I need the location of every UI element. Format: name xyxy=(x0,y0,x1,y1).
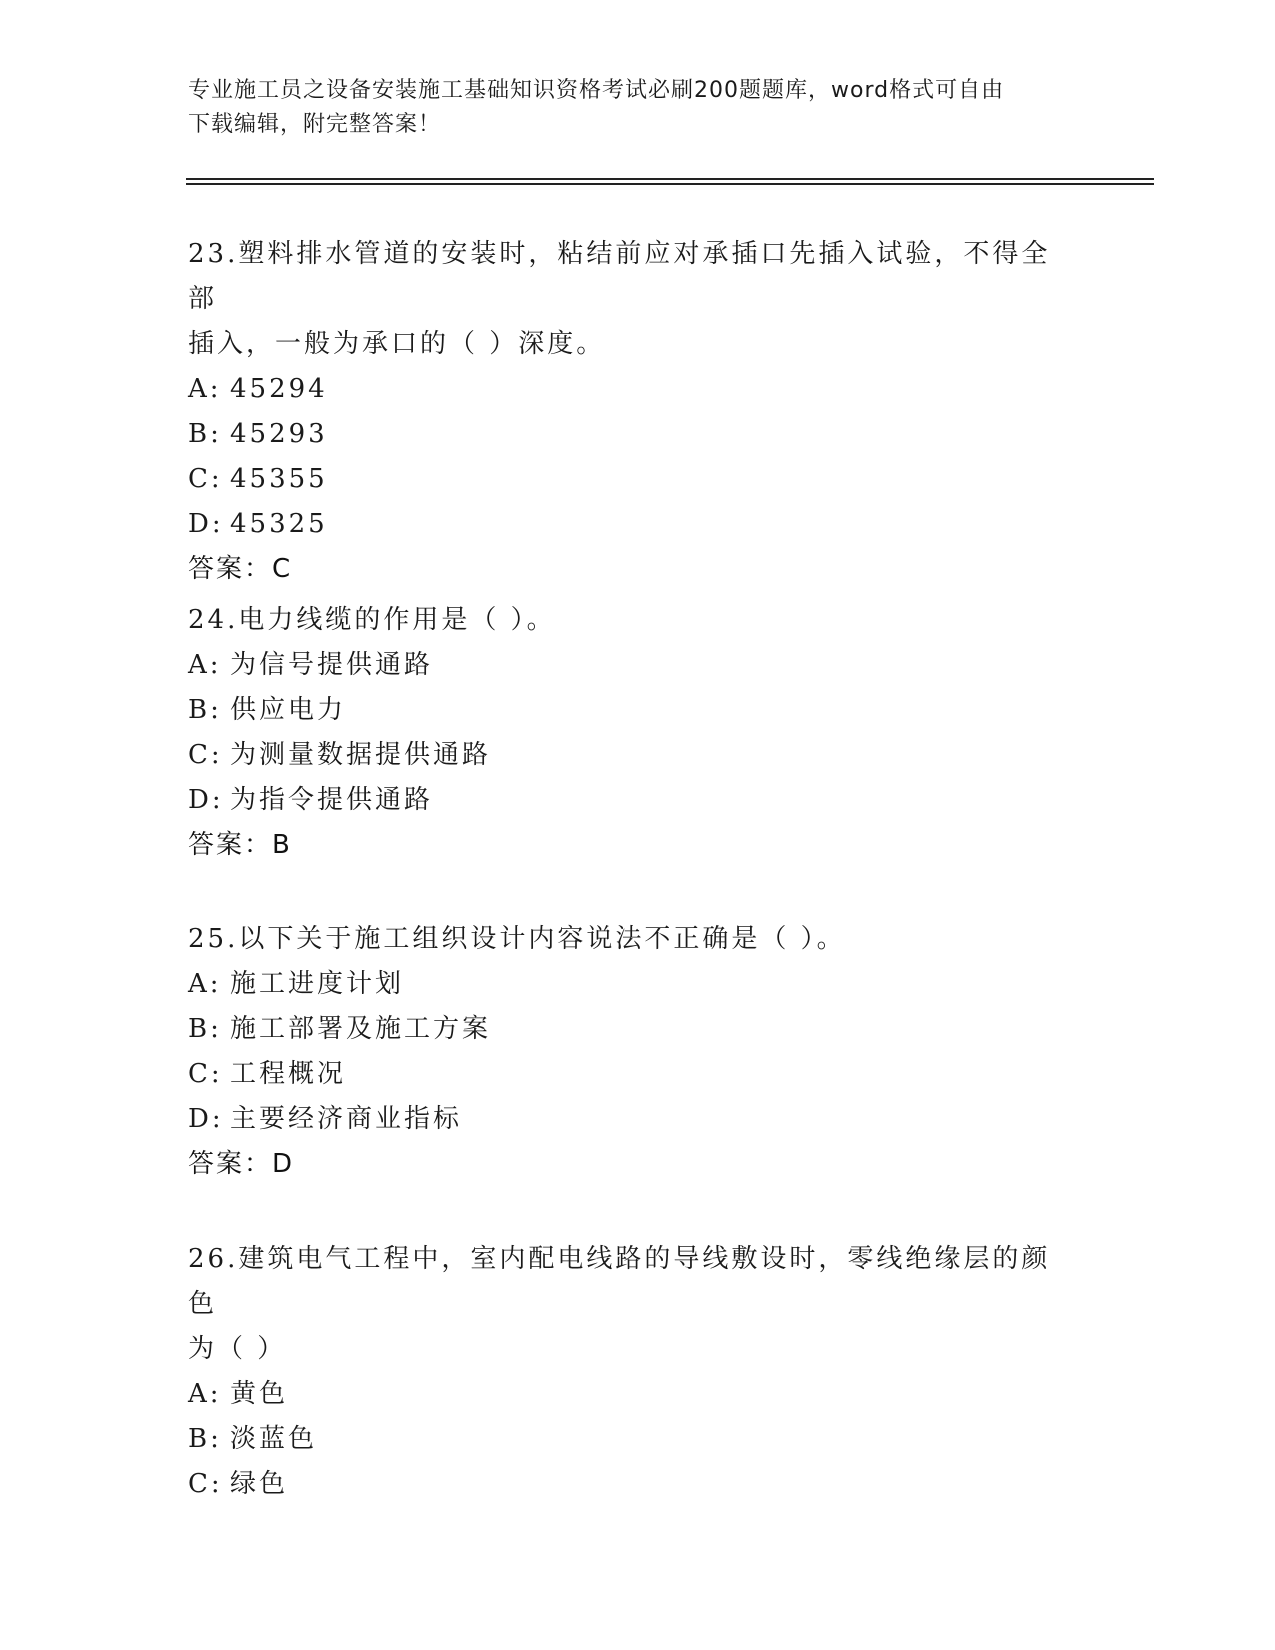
question-stem-line-1: 26.建筑电气工程中，室内配电线路的导线敷设时，零线绝缘层的颜色 xyxy=(188,1244,1051,1319)
option-letter: A: xyxy=(188,374,222,404)
option-letter: B: xyxy=(188,419,222,449)
option-b xyxy=(188,1007,1078,1052)
option-letter: D: xyxy=(188,509,224,539)
option-text: 45293 xyxy=(230,419,328,449)
option-b xyxy=(188,412,1078,457)
option-text: 45355 xyxy=(230,464,328,494)
option-letter: B: xyxy=(188,1424,222,1454)
option-d xyxy=(188,1097,1078,1142)
option-c xyxy=(188,733,1078,778)
option-letter: A: xyxy=(188,1379,222,1409)
option-a xyxy=(188,962,1078,1007)
option-letter: C: xyxy=(188,1469,223,1499)
option-letter: C: xyxy=(188,464,223,494)
option-letter: A: xyxy=(188,969,222,999)
option-c xyxy=(188,1052,1078,1097)
option-letter: D: xyxy=(188,1104,224,1134)
question-23 xyxy=(188,232,1078,592)
option-text: 为测量数据提供通路 xyxy=(230,740,492,770)
header-line-1: 专业施工员之设备安装施工基础知识资格考试必刷200题题库，word格式可自由 xyxy=(188,78,1005,103)
document-header xyxy=(188,74,1068,142)
option-text: 施工进度计划 xyxy=(230,969,405,999)
header-divider-bottom xyxy=(186,183,1154,185)
question-stem-line-2: 为（ ） xyxy=(188,1334,287,1364)
option-letter: B: xyxy=(188,695,222,725)
option-text: 45294 xyxy=(230,374,328,404)
option-text: 工程概况 xyxy=(230,1059,347,1089)
option-a xyxy=(188,367,1078,412)
question-24 xyxy=(188,598,1078,868)
option-text: 黄色 xyxy=(230,1379,289,1409)
option-letter: C: xyxy=(188,740,223,770)
option-text: 绿色 xyxy=(230,1469,289,1499)
question-stem-line-2: 插入，一般为承口的（ ）深度。 xyxy=(188,329,606,359)
option-c xyxy=(188,457,1078,502)
answer-label: 答案：B xyxy=(188,830,292,860)
answer-label: 答案：D xyxy=(188,1149,295,1179)
question-stem-line-1: 25.以下关于施工组织设计内容说法不正确是（ ）。 xyxy=(188,924,846,954)
option-c xyxy=(188,1462,1078,1507)
option-letter: A: xyxy=(188,650,222,680)
option-text: 45325 xyxy=(230,509,328,539)
header-divider-top xyxy=(186,178,1154,180)
option-d xyxy=(188,778,1078,823)
question-stem-line-1: 24.电力线缆的作用是（ ）。 xyxy=(188,605,556,635)
option-text: 施工部署及施工方案 xyxy=(230,1014,492,1044)
option-text: 淡蓝色 xyxy=(230,1424,318,1454)
option-d xyxy=(188,502,1078,547)
question-25 xyxy=(188,917,1078,1187)
answer-label: 答案：C xyxy=(188,554,293,584)
option-text: 供应电力 xyxy=(230,695,347,725)
option-text: 为指令提供通路 xyxy=(230,785,434,815)
option-a xyxy=(188,643,1078,688)
option-b xyxy=(188,688,1078,733)
option-letter: B: xyxy=(188,1014,222,1044)
option-letter: C: xyxy=(188,1059,223,1089)
option-b xyxy=(188,1417,1078,1462)
question-stem-line-1: 23.塑料排水管道的安装时，粘结前应对承插口先插入试验，不得全部 xyxy=(188,239,1051,314)
option-a xyxy=(188,1372,1078,1417)
option-text: 为信号提供通路 xyxy=(230,650,434,680)
option-letter: D: xyxy=(188,785,224,815)
header-line-2: 下载编辑，附完整答案！ xyxy=(188,112,442,137)
option-text: 主要经济商业指标 xyxy=(230,1104,463,1134)
question-26 xyxy=(188,1237,1078,1507)
